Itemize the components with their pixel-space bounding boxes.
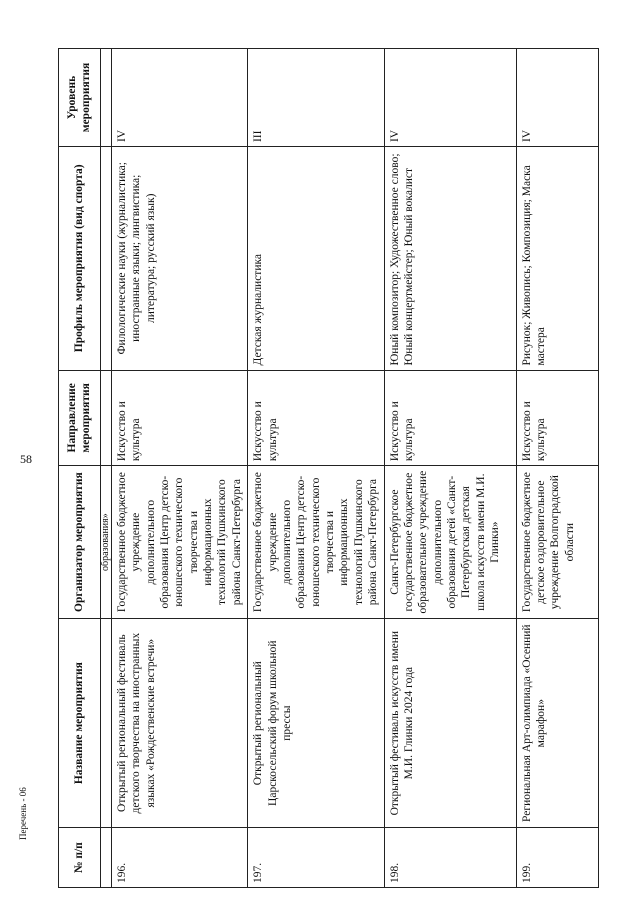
row-direction: Искусство и культура	[384, 370, 516, 466]
header-profile: Профиль мероприятия (вид спорта)	[59, 147, 101, 370]
table-row	[111, 49, 247, 888]
footer-mark: Перечень - 06	[18, 787, 28, 840]
row-level: IV	[384, 49, 516, 147]
row-level: III	[248, 49, 384, 147]
row-name: Открытый региональный Царскосельский форум школьной прессы	[248, 619, 384, 828]
row-number: 197.	[248, 828, 384, 888]
header-direction: Направление мероприятия	[59, 370, 101, 466]
row-organizer: Государственное бюджетное учреждение дополнительного образования Центр детско-юношеского технического творчества и информационных технологий Пушкинского района Санкт-Петербурга	[111, 466, 247, 619]
row-profile: Рисунок; Живопись; Композиция; Маска мастера	[516, 147, 598, 370]
rotated-table-container	[58, 48, 585, 888]
row-name: Открытый фестиваль искусств имени М.И. Глинки 2024 года	[384, 619, 516, 828]
row-organizer: Санкт-Петербургское государственное бюджетное образовательное учреждение дополнительного образования детей «Санкт-Петербургская детская школа искусств имени М.И. Глинки»	[384, 466, 516, 619]
row-number: 199.	[516, 828, 598, 888]
row-direction: Искусство и культура	[111, 370, 247, 466]
row-name: Открытый региональный фестиваль детского творчества на иностранных языках «Рождественские встречи»	[111, 619, 247, 828]
row-profile: Юный композитор; Художественное слово; Юный концертмейстер; Юный вокалист	[384, 147, 516, 370]
table-row	[248, 49, 384, 888]
header-organizer: Организатор мероприятия	[59, 466, 101, 619]
row-number: 198.	[384, 828, 516, 888]
row-profile: Детская журналистика	[248, 147, 384, 370]
row-name: Региональная Арт-олимпиада «Осенний марафон»	[516, 619, 598, 828]
row-level: IV	[111, 49, 247, 147]
table-header-row	[59, 49, 101, 888]
row-profile: Филологические науки (журналистика; иностранные языки; лингвистика; литература; русский язык)	[111, 147, 247, 370]
continuation-text: образования»	[100, 466, 111, 619]
continuation-row	[100, 49, 111, 888]
header-number: № п/п	[59, 828, 101, 888]
table-row	[516, 49, 598, 888]
header-level: Уровень мероприятия	[59, 49, 101, 147]
row-organizer: Государственное бюджетное учреждение дополнительного образования Центр детско-юношеского технического творчества и информационных технологий Пушкинского района Санкт-Петербурга	[248, 466, 384, 619]
row-direction: Искусство и культура	[516, 370, 598, 466]
header-name: Название мероприятия	[59, 619, 101, 828]
page-number: 58	[20, 452, 32, 466]
row-organizer: Государственное бюджетное детское оздоровительное учреждение Волгоградской области	[516, 466, 598, 619]
table-row	[384, 49, 516, 888]
row-direction: Искусство и культура	[248, 370, 384, 466]
row-number: 196.	[111, 828, 247, 888]
row-level: IV	[516, 49, 598, 147]
events-table	[58, 48, 599, 888]
